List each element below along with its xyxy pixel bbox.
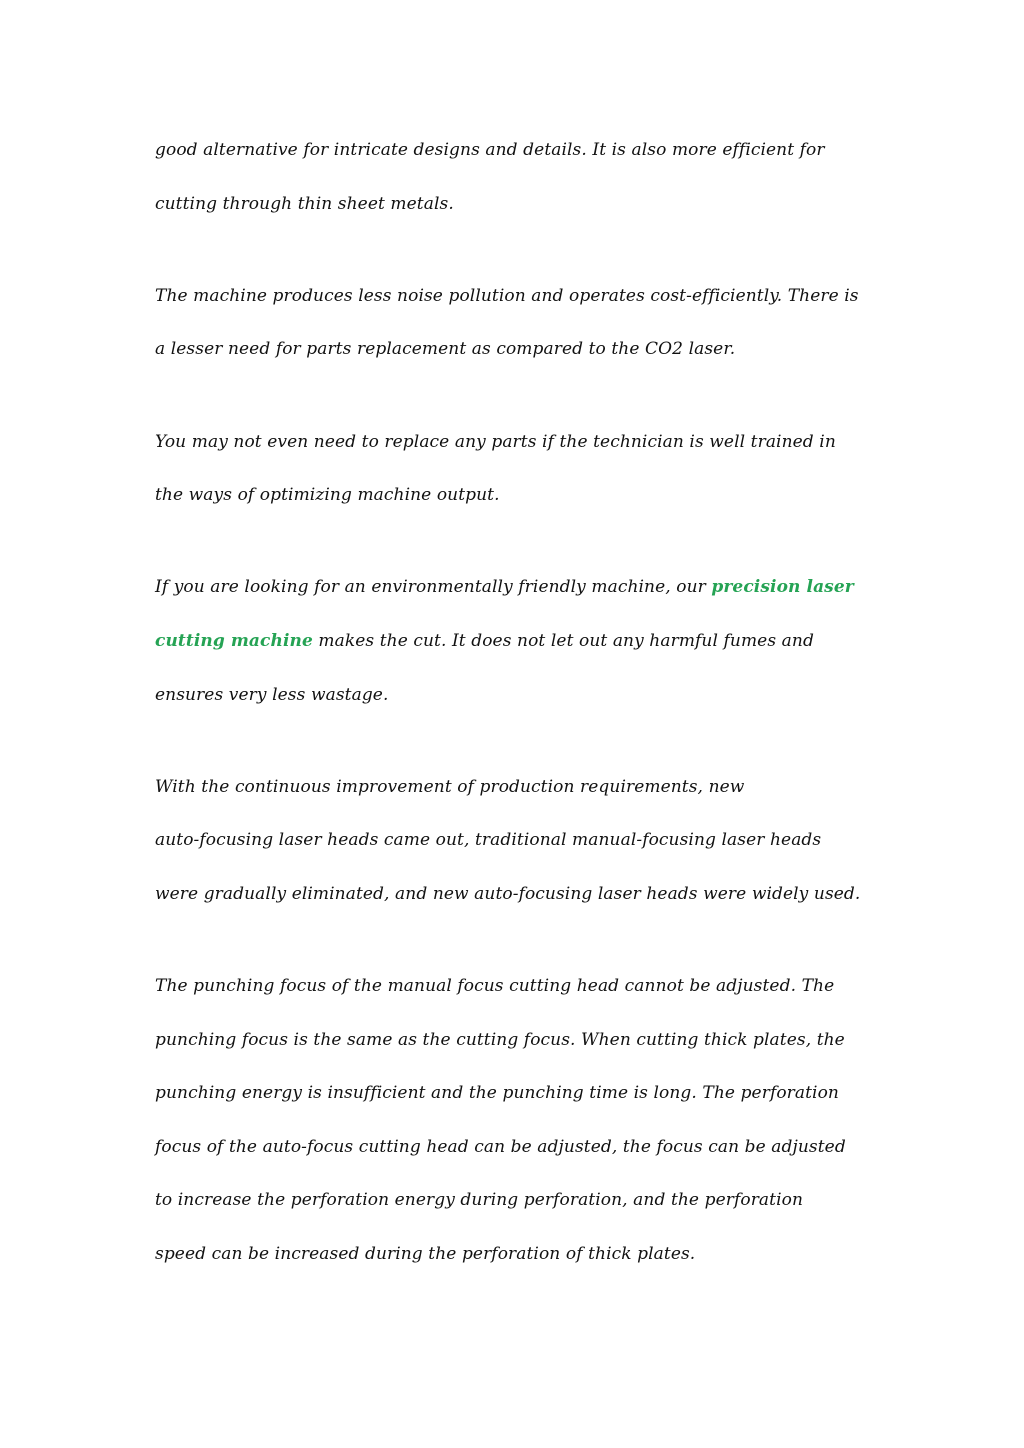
text-line: cutting through thin sheet metals.	[155, 193, 454, 214]
text-line: good alternative for intricate designs and details. It is also more efficient for	[155, 140, 825, 160]
text-segment: If you are looking for an environmentally friendly machine, our	[155, 577, 712, 598]
text-line: speed can be increased during the perforation of thick plates.	[155, 1244, 696, 1265]
paragraph-auto-focusing	[155, 761, 875, 922]
text-line: a lesser need for parts replacement as compared to the CO2 laser.	[155, 339, 736, 360]
paragraph-noise-pollution	[155, 270, 875, 377]
text-line: focus of the auto-focus cutting head can be adjusted, the focus can be adjusted	[155, 1136, 846, 1157]
text-line: punching focus is the same as the cutting focus. When cutting thick plates, the	[155, 1029, 845, 1050]
text-line: the ways of optimizing machine output.	[155, 485, 500, 506]
text-line: were gradually eliminated, and new auto-focusing laser heads were widely used.	[155, 883, 861, 904]
text-line: The machine produces less noise pollution and operates cost-efficiently. There is	[155, 285, 859, 306]
text-line	[155, 561, 875, 615]
text-line: punching energy is insufficient and the punching time is long. The perforation	[155, 1083, 839, 1104]
text-line: The punching focus of the manual focus cutting head cannot be adjusted. The	[155, 976, 835, 997]
precision-laser-link[interactable]: precision laser	[711, 577, 854, 598]
text-line: auto-focusing laser heads came out, traditional manual-focusing laser heads	[155, 830, 822, 851]
document-body	[155, 124, 875, 1320]
text-line: With the continuous improvement of production requirements, new	[155, 776, 745, 797]
paragraph-alternative	[155, 124, 875, 231]
cutting-machine-link[interactable]: cutting machine	[155, 630, 313, 651]
text-line	[155, 615, 875, 669]
text-line: You may not even need to replace any parts if the technician is well trained in	[155, 431, 836, 452]
text-line: ensures very less wastage.	[155, 684, 389, 705]
text-line: to increase the perforation energy during perforation, and the perforation	[155, 1190, 804, 1211]
text-segment: makes the cut. It does not let out any harmful fumes and	[312, 630, 814, 651]
paragraph-punching-focus	[155, 960, 875, 1282]
paragraph-parts-replacement	[155, 416, 875, 523]
paragraph-environment	[155, 561, 875, 722]
